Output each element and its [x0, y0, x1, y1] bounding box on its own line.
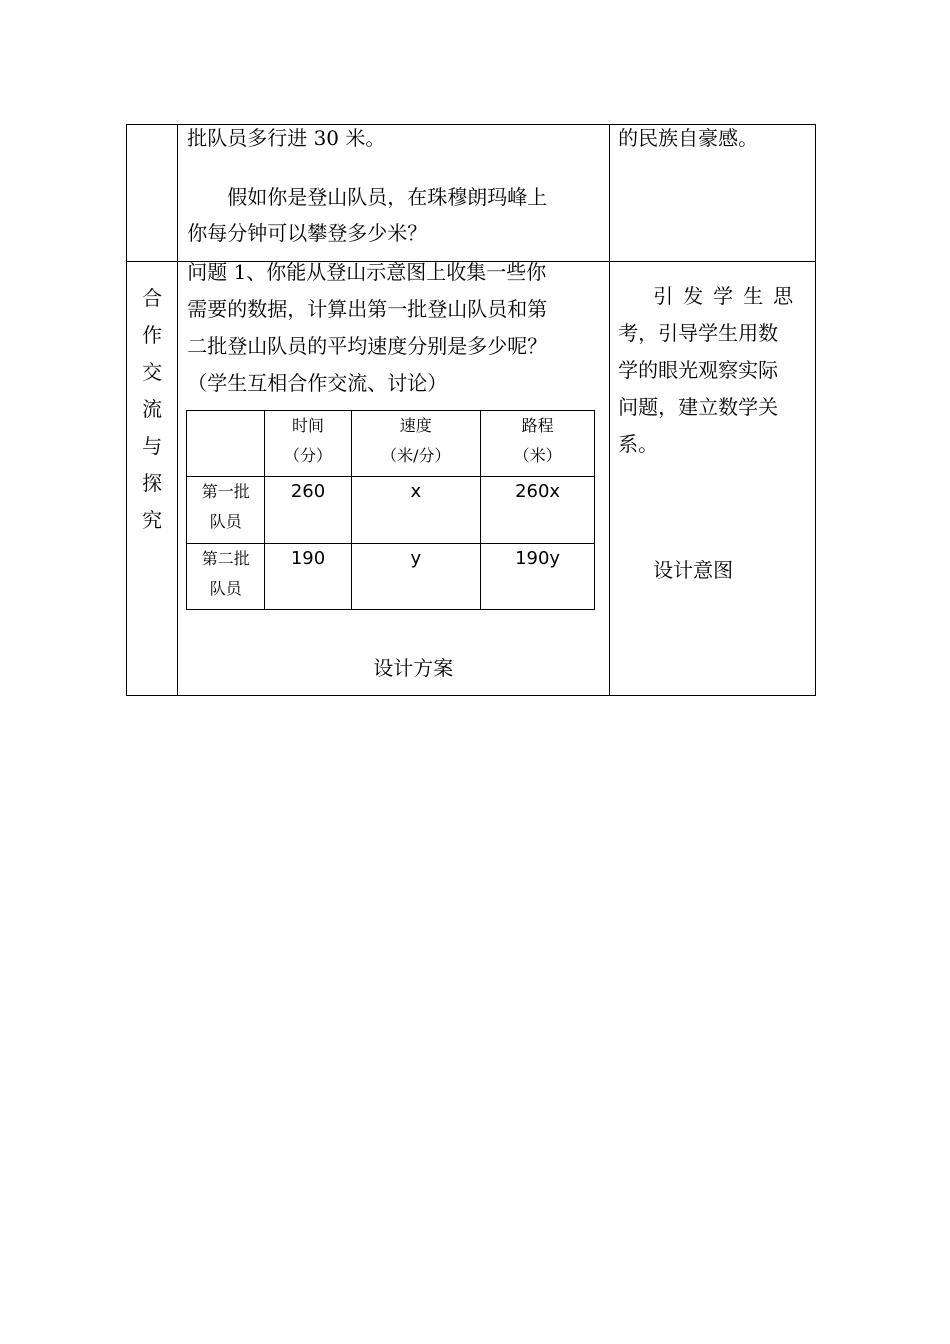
- content-cell: [178, 125, 610, 262]
- header-unit: （米/分）: [381, 446, 451, 465]
- section-char: 交: [142, 360, 163, 384]
- header-unit: （分）: [284, 446, 333, 465]
- data-table-row: [187, 477, 595, 543]
- content-line: 你每分钟可以攀登多少米？: [187, 221, 428, 245]
- question-line: 需要的数据，计算出第一批登山队员和第: [187, 297, 548, 321]
- distance-cell: 190y: [480, 543, 594, 609]
- design-intent-label: 设计意图: [653, 558, 734, 582]
- header-label: 速度: [399, 416, 432, 435]
- lesson-plan-table: [126, 124, 816, 696]
- intent-cell: [610, 262, 816, 696]
- section-cell: [127, 262, 178, 696]
- section-char: 究: [142, 508, 163, 532]
- section-char: 作: [142, 323, 163, 347]
- row-label: 第二批: [201, 548, 250, 568]
- row-label-cell: [187, 477, 265, 543]
- header-label: 时间: [292, 416, 325, 435]
- row-label: 第一批: [201, 482, 250, 502]
- intent-line: 问题，建立数学关: [618, 395, 779, 419]
- design-plan-label: 设计方案: [373, 656, 454, 680]
- intent-line: 学的眼光观察实际: [618, 358, 779, 382]
- table-row: [127, 125, 816, 262]
- row-label: 队员: [209, 578, 242, 598]
- header-cell: [480, 411, 594, 477]
- content-line: 批队员多行进 30 米。: [187, 126, 386, 150]
- header-label: 路程: [521, 416, 554, 435]
- distance-cell: 260x: [480, 477, 594, 543]
- header-unit: （米）: [513, 446, 562, 465]
- intent-line: 的民族自豪感。: [618, 126, 759, 150]
- section-cell-empty: [127, 125, 178, 262]
- section-char: 与: [142, 434, 163, 458]
- row-label: 队员: [209, 512, 242, 532]
- time-cell: 260: [265, 477, 351, 543]
- data-table: [186, 410, 595, 610]
- question-line: （学生互相合作交流、讨论）: [187, 371, 448, 395]
- data-table-row: [187, 543, 595, 609]
- header-empty-cell: [187, 411, 265, 477]
- question-block: [187, 254, 547, 402]
- section-char: 合: [142, 286, 163, 310]
- content-line: 假如你是登山队员，在珠穆朗玛峰上: [227, 185, 548, 209]
- speed-cell: x: [351, 477, 480, 543]
- intent-cell: [610, 125, 816, 262]
- intent-line: 系。: [618, 432, 659, 456]
- section-char: 探: [142, 471, 163, 495]
- data-table-header: [187, 411, 595, 477]
- speed-cell: y: [351, 543, 480, 609]
- time-cell: 190: [265, 543, 351, 609]
- row-label-cell: [187, 543, 265, 609]
- section-title: [127, 262, 177, 539]
- question-line: 问题 1、你能从登山示意图上收集一些你: [187, 260, 547, 284]
- header-cell: [265, 411, 351, 477]
- header-cell: [351, 411, 480, 477]
- table-row: [127, 262, 816, 696]
- question-line: 二批登山队员的平均速度分别是多少呢？: [187, 334, 548, 358]
- intent-line: 引发学生思: [653, 284, 804, 308]
- section-char: 流: [142, 397, 163, 421]
- intent-line: 考，引导学生用数: [618, 321, 779, 345]
- content-cell: [178, 262, 610, 696]
